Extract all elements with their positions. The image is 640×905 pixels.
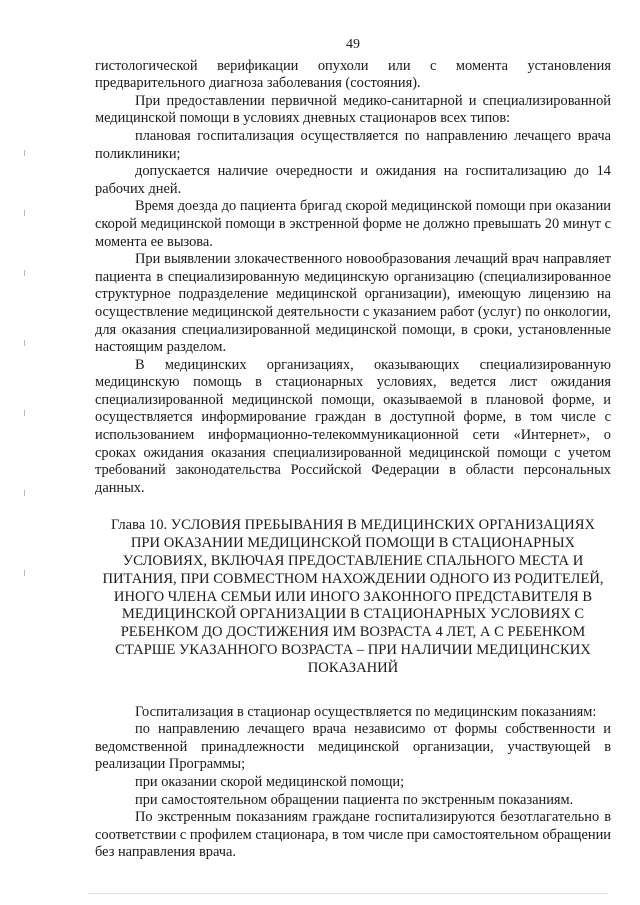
document-page <box>95 36 611 862</box>
paragraph-ambulance-care: при оказании скорой медицинской помощи; <box>135 773 405 790</box>
paragraph-histology: гистологической верификации опухоли или с момента установления предварительного диагноза заболевания (состояния). <box>95 57 611 92</box>
paragraph-self-referral: при самостоятельном обращении пациента по экстренным показаниям. <box>135 791 574 808</box>
page-number: 49 <box>346 37 360 52</box>
paragraph-emergency: По экстренным показаниям граждане госпитализируются безотлагательно в соответствии с профилем стационара, в том числе при самостоятельном обращении без направления врача. <box>95 809 611 861</box>
chapter-title: Глава 10. УСЛОВИЯ ПРЕБЫВАНИЯ В МЕДИЦИНСКИХ ОРГАНИЗАЦИЯХ ПРИ ОКАЗАНИИ МЕДИЦИНСКОЙ ПОМОЩИ В СТАЦИОНАРНЫХ УСЛОВИЯХ, ВКЛЮЧАЯ ПРЕДОСТАВЛЕНИЕ СПАЛЬНОГО МЕСТА И ПИТАНИЯ, ПРИ СОВМЕСТНОМ НАХОЖДЕНИИ ОДНОГО ИЗ РОДИТЕЛЕЙ, ИНОГО ЧЛЕНА СЕМЬИ ИЛИ ИНОГО ЗАКОННОГО ПРЕДСТАВИТЕЛЯ В МЕДИЦИНСКОЙ ОРГАНИЗАЦИИ В СТАЦИОНАРНЫХ УСЛОВИЯХ С РЕБЕНКОМ ДО ДОСТИЖЕНИЯ ИМ ВОЗРАСТА 4 ЛЕТ, А С РЕБЕНКОМ СТАРШЕ УКАЗАННОГО ВОЗРАСТА – ПРИ НАЛИЧИИ МЕДИЦИНСКИХ ПОКАЗАНИЙ <box>102 517 604 676</box>
paragraph-oncology-referral: При выявлении злокачественного новообразования лечащий врач направляет пациента в специализированную медицинскую организацию (специализированное структурное подразделение медицинской организации), имеющую лицензию на осуществление медицинской деятельности с указанием работ (услуг) по онкологии, для оказания специализированной медицинской помощи, в сроки, установленные настоящим разделом. <box>95 251 611 356</box>
paragraph-planned-hospitalization: плановая госпитализация осуществляется по направлению лечащего врача поликлиники; <box>95 127 611 162</box>
page-bottom-edge <box>88 893 608 894</box>
paragraph-day-hospital: При предоставлении первичной медико-санитарной и специализированной медицинской помощи в условиях дневных стационаров всех типов: <box>95 92 611 127</box>
bottom-section <box>95 704 611 862</box>
top-section <box>95 58 611 498</box>
scan-margin-marks <box>24 150 28 610</box>
paragraph-hospitalization-indications: Госпитализация в стационар осуществляется по медицинским показаниям: <box>135 703 597 720</box>
paragraph-waiting-queue: допускается наличие очередности и ожидания на госпитализацию до 14 рабочих дней. <box>95 163 611 197</box>
paragraph-waiting-list: В медицинских организациях, оказывающих специализированную медицинскую помощь в стационарных условиях, ведется лист ожидания специализированной медицинской помощи, оказываемой в плановой форме, и осуществляется информирование граждан в доступной форме, в том числе с использованием информационно-телекоммуникационной сети «Интернет», о сроках ожидания оказания специализированной медицинской помощи с учетом требований законодательства Российской Федерации в области персональных данных. <box>95 356 611 496</box>
paragraph-ambulance-time: Время доезда до пациента бригад скорой медицинской помощи при оказании скорой медицинской помощи в экстренной форме не должно превышать 20 минут с момента ее вызова. <box>95 198 611 250</box>
paragraph-by-referral: по направлению лечащего врача независимо от формы собственности и ведомственной принадлежности медицинской организации, участвующей в реализации Программы; <box>95 721 611 773</box>
